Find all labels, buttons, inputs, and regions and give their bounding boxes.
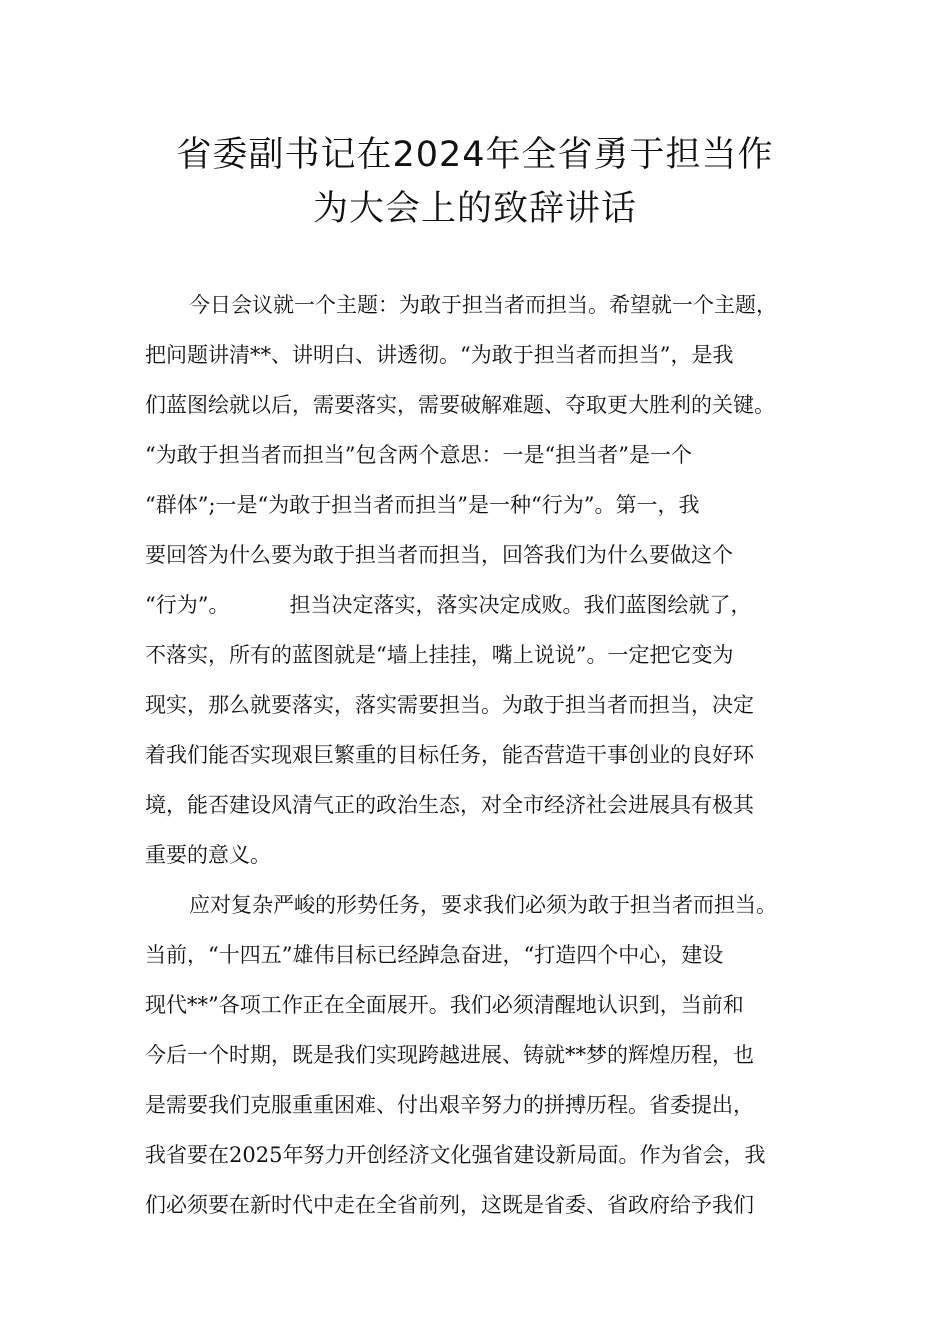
title-line: 为大会上的致辞讲话: [312, 189, 637, 229]
paragraph-line: 着我们能否实现艰巨繁重的目标任务，能否营造干事创业的良好环: [145, 743, 754, 767]
paragraph-line: 今后一个时期，既是我们实现跨越进展、铸就**梦的辉煌历程，也: [145, 1043, 754, 1067]
paragraph-line: 把问题讲清**、讲明白、讲透彻。“为敢于担当者而担当”，是我: [145, 343, 734, 367]
paragraph-line: 今日会议就一个主题：为敢于担当者而担当。希望就一个主题，: [189, 293, 777, 317]
document-title: [0, 128, 950, 236]
paragraph-line: 要回答为什么要为敢于担当者而担当，回答我们为什么要做这个: [145, 543, 733, 567]
paragraph-line: “群体”;一是“为敢于担当者而担当”是一种“行为”。第一，我: [145, 493, 700, 517]
paragraph-line: “为敢于担当者而担当”包含两个意思：一是“担当者”是一个: [145, 443, 692, 467]
paragraph-line: 现代**”各项工作正在全面展开。我们必须清醒地认识到，当前和: [145, 993, 744, 1017]
paragraph-line: 不落实，所有的蓝图就是“墙上挂挂，嘴上说说”。一定把它变为: [145, 643, 734, 667]
paragraph-line: 是需要我们克服重重困难、付出艰辛努力的拼搏历程。省委提出，: [145, 1093, 754, 1117]
paragraph-line: 重要的意义。: [145, 843, 271, 867]
paragraph-line: 们蓝图绘就以后，需要落实，需要破解难题、夺取更大胜利的关键。: [145, 393, 775, 417]
paragraph-line: 境，能否建设风清气正的政治生态，对全市经济社会进展具有极其: [145, 793, 754, 817]
paragraph-line-segment: 担当决定落实，落实决定成败。我们蓝图绘就了，: [289, 593, 752, 617]
title-line: 省委副书记在2024年全省勇于担当作: [176, 135, 774, 175]
paragraph-line: 我省要在2025年努力开创经济文化强省建设新局面。作为省会，我: [145, 1143, 766, 1167]
paragraph-line: 们必须要在新时代中走在全省前列，这既是省委、省政府给予我们: [145, 1193, 754, 1217]
document-body: [145, 280, 815, 1230]
paragraph-line: [145, 580, 815, 630]
paragraph-line-segment: “行为”。: [145, 593, 230, 617]
paragraph-line: 现实，那么就要落实，落实需要担当。为敢于担当者而担当，决定: [145, 693, 754, 717]
paragraph-line: 应对复杂严峻的形势任务，要求我们必须为敢于担当者而担当。: [189, 893, 777, 917]
paragraph-line: 当前，“十四五”雄伟目标已经踔急奋进，“打造四个中心，建设: [145, 943, 724, 967]
